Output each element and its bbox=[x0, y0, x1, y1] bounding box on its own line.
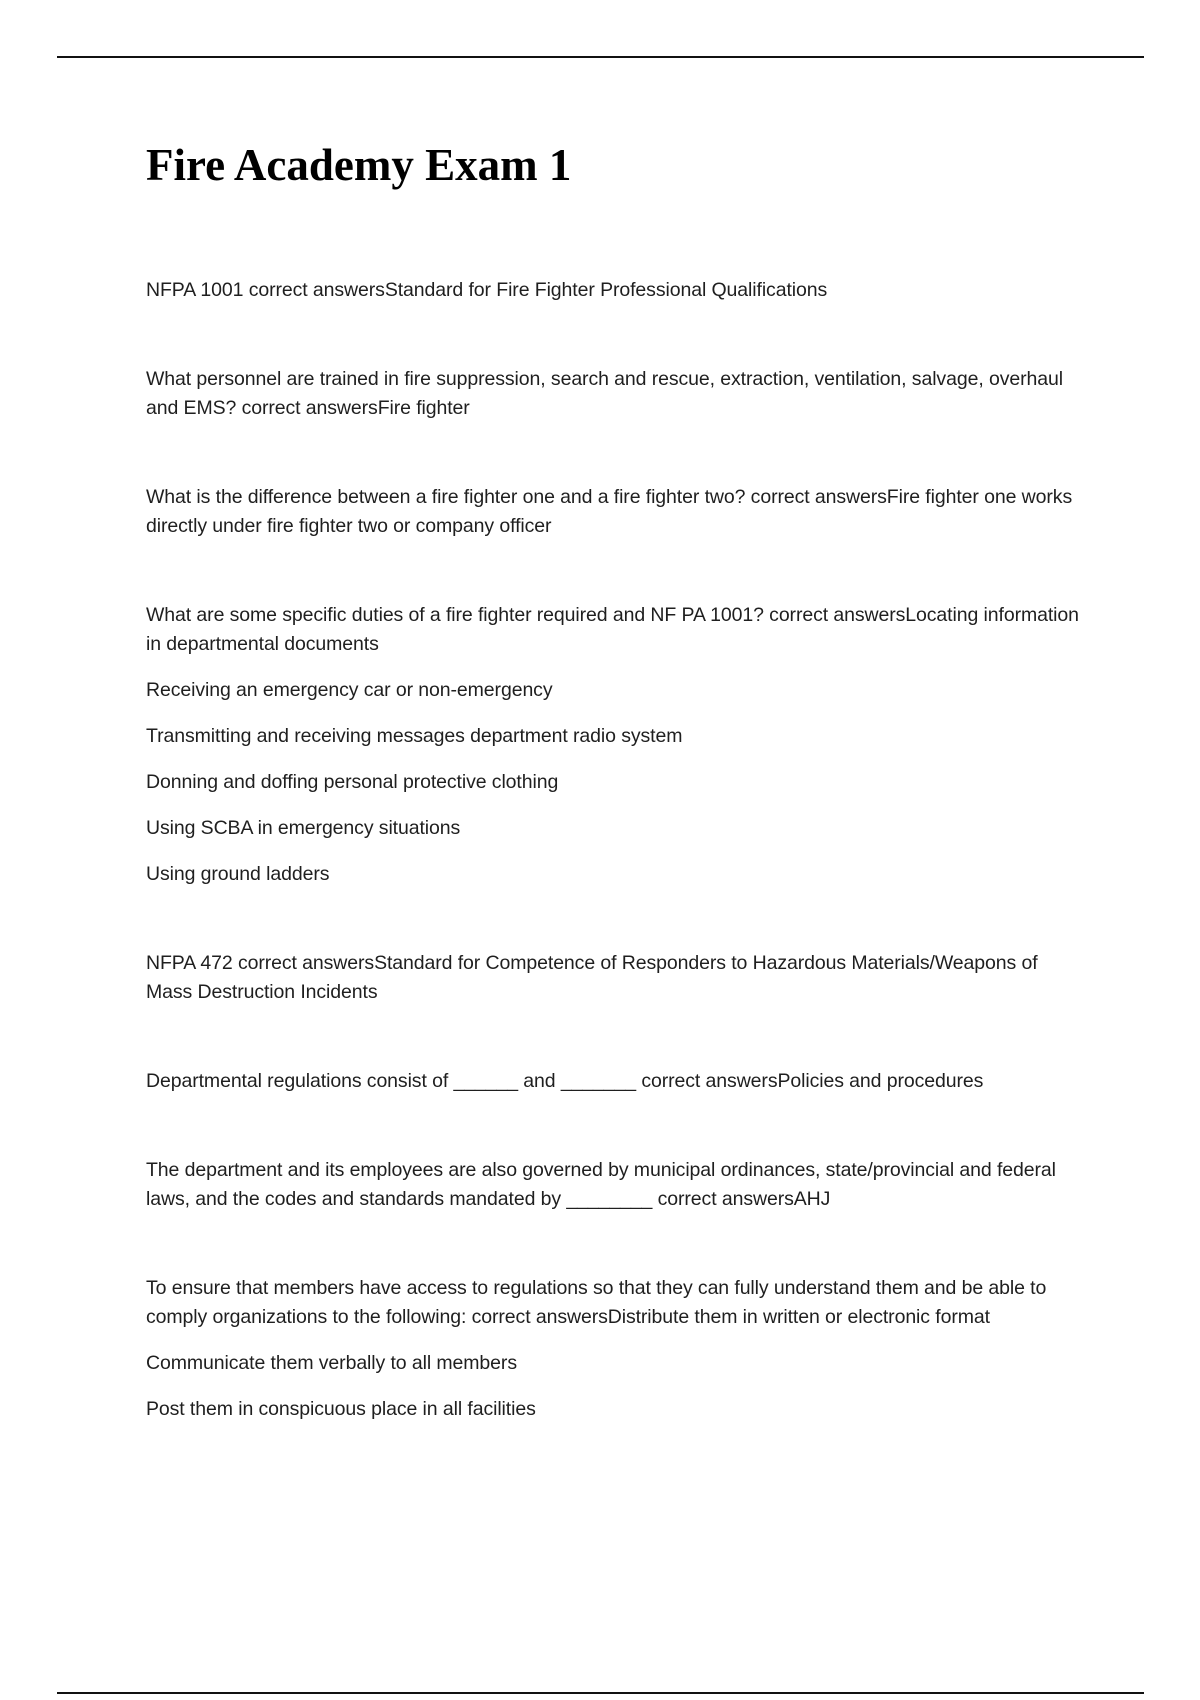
qa-text: To ensure that members have access to regulations so that they can fully understand them and be able to comply organizations to the following: correct answersDistribute them in written or electronic format bbox=[146, 1276, 1047, 1328]
qa-answer-line: Post them in conspicuous place in all facilities bbox=[146, 1397, 536, 1420]
qa-text: What personnel are trained in fire suppression, search and rescue, extraction, ventilation, salvage, overhaul and EMS? correct answersFire fighter bbox=[146, 367, 1063, 419]
qa-answer-line: Donning and doffing personal protective clothing bbox=[146, 770, 559, 793]
qa-text: What are some specific duties of a fire fighter required and NF PA 1001? correct answersLocating information in departmental documents bbox=[146, 603, 1079, 655]
qa-text: What is the difference between a fire fighter one and a fire fighter two? correct answersFire fighter one works directly under fire fighter two or company officer bbox=[146, 485, 1073, 537]
top-rule bbox=[57, 56, 1144, 58]
page-title: Fire Academy Exam 1 bbox=[146, 140, 572, 190]
bottom-rule bbox=[57, 1692, 1144, 1694]
qa-entry bbox=[146, 483, 1086, 541]
qa-text: Departmental regulations consist of ______ and _______ correct answersPolicies and procedures bbox=[146, 1069, 984, 1092]
qa-entry bbox=[146, 949, 1086, 1007]
qa-answer-line: Communicate them verbally to all members bbox=[146, 1351, 517, 1374]
qa-entry bbox=[146, 276, 1086, 305]
qa-entry bbox=[146, 1067, 1086, 1096]
qa-entry bbox=[146, 1156, 1086, 1214]
qa-answer-line: Transmitting and receiving messages department radio system bbox=[146, 724, 683, 747]
qa-answer-line: Using ground ladders bbox=[146, 862, 330, 885]
qa-text: NFPA 1001 correct answersStandard for Fire Fighter Professional Qualifications bbox=[146, 278, 828, 301]
qa-entry bbox=[146, 601, 1086, 889]
qa-answer-line: Using SCBA in emergency situations bbox=[146, 816, 461, 839]
qa-entry bbox=[146, 1274, 1086, 1424]
document-body bbox=[146, 140, 1086, 1484]
qa-text: The department and its employees are also governed by municipal ordinances, state/provincial and federal laws, and the codes and standards mandated by ________ correct answersAHJ bbox=[146, 1158, 1056, 1210]
qa-list bbox=[146, 276, 1086, 1424]
qa-answer-line: Receiving an emergency car or non-emergency bbox=[146, 678, 553, 701]
qa-entry bbox=[146, 365, 1086, 423]
qa-text: NFPA 472 correct answersStandard for Competence of Responders to Hazardous Materials/Weapons of Mass Destruction Incidents bbox=[146, 951, 1038, 1003]
